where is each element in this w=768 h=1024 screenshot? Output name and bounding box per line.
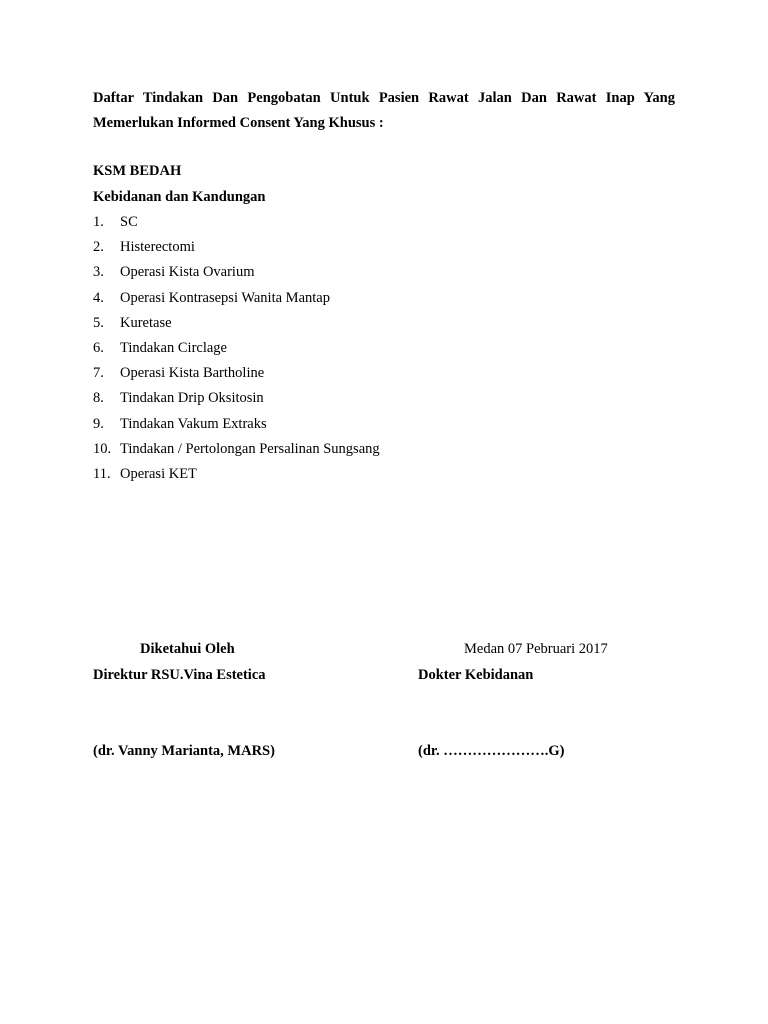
signature-left-role: Direktur RSU.Vina Estetica xyxy=(93,667,266,683)
procedure-list xyxy=(93,212,380,489)
list-item-number: 11. xyxy=(93,465,111,482)
list-item xyxy=(93,439,380,464)
subsection-heading: Kebidanan dan Kandungan xyxy=(93,189,266,205)
list-item-number: 10. xyxy=(93,440,112,457)
signature-right-role: Dokter Kebidanan xyxy=(418,667,534,683)
list-item xyxy=(93,288,380,313)
list-item-label: Operasi Kista Ovarium xyxy=(120,264,255,281)
list-item-number: 7. xyxy=(93,365,104,382)
list-item-label: SC xyxy=(120,214,138,230)
list-item xyxy=(93,464,380,489)
list-item xyxy=(93,262,380,287)
list-item-number: 5. xyxy=(93,314,104,331)
list-item-number: 6. xyxy=(93,339,104,356)
list-item-number: 8. xyxy=(93,390,104,407)
list-item-label: Operasi KET xyxy=(120,465,197,482)
list-item-number: 3. xyxy=(93,264,104,281)
signature-left-name: (dr. Vanny Marianta, MARS) xyxy=(93,743,275,759)
list-item xyxy=(93,338,380,363)
list-item xyxy=(93,388,380,413)
signature-left-heading: Diketahui Oleh xyxy=(140,641,235,657)
list-item-label: Tindakan / Pertolongan Persalinan Sungsang xyxy=(120,440,380,457)
list-item-label: Tindakan Drip Oksitosin xyxy=(120,390,264,407)
list-item-label: Kuretase xyxy=(120,314,172,331)
list-item-label: Operasi Kontrasepsi Wanita Mantap xyxy=(120,289,330,306)
list-item xyxy=(93,237,380,262)
section-heading: KSM BEDAH xyxy=(93,163,182,179)
list-item-label: Histerectomi xyxy=(120,239,195,256)
list-item xyxy=(93,414,380,439)
list-item-number: 4. xyxy=(93,289,104,306)
title-line-1: Daftar Tindakan Dan Pengobatan Untuk Pasien Rawat Jalan Dan Rawat Inap Yang xyxy=(93,90,675,106)
list-item-number: 2. xyxy=(93,239,104,256)
signature-place-date: Medan 07 Pebruari 2017 xyxy=(464,641,608,657)
list-item xyxy=(93,212,380,237)
list-item xyxy=(93,363,380,388)
list-item xyxy=(93,313,380,338)
list-item-label: Tindakan Circlage xyxy=(120,339,227,356)
list-item-number: 9. xyxy=(93,415,104,432)
list-item-label: Operasi Kista Bartholine xyxy=(120,365,265,382)
list-item-label: Tindakan Vakum Extraks xyxy=(120,415,267,432)
title-line-2: Memerlukan Informed Consent Yang Khusus : xyxy=(93,115,384,131)
document-title xyxy=(93,86,675,136)
list-item-number: 1. xyxy=(93,214,104,230)
signature-right-name: (dr. ………………….G) xyxy=(418,743,565,759)
